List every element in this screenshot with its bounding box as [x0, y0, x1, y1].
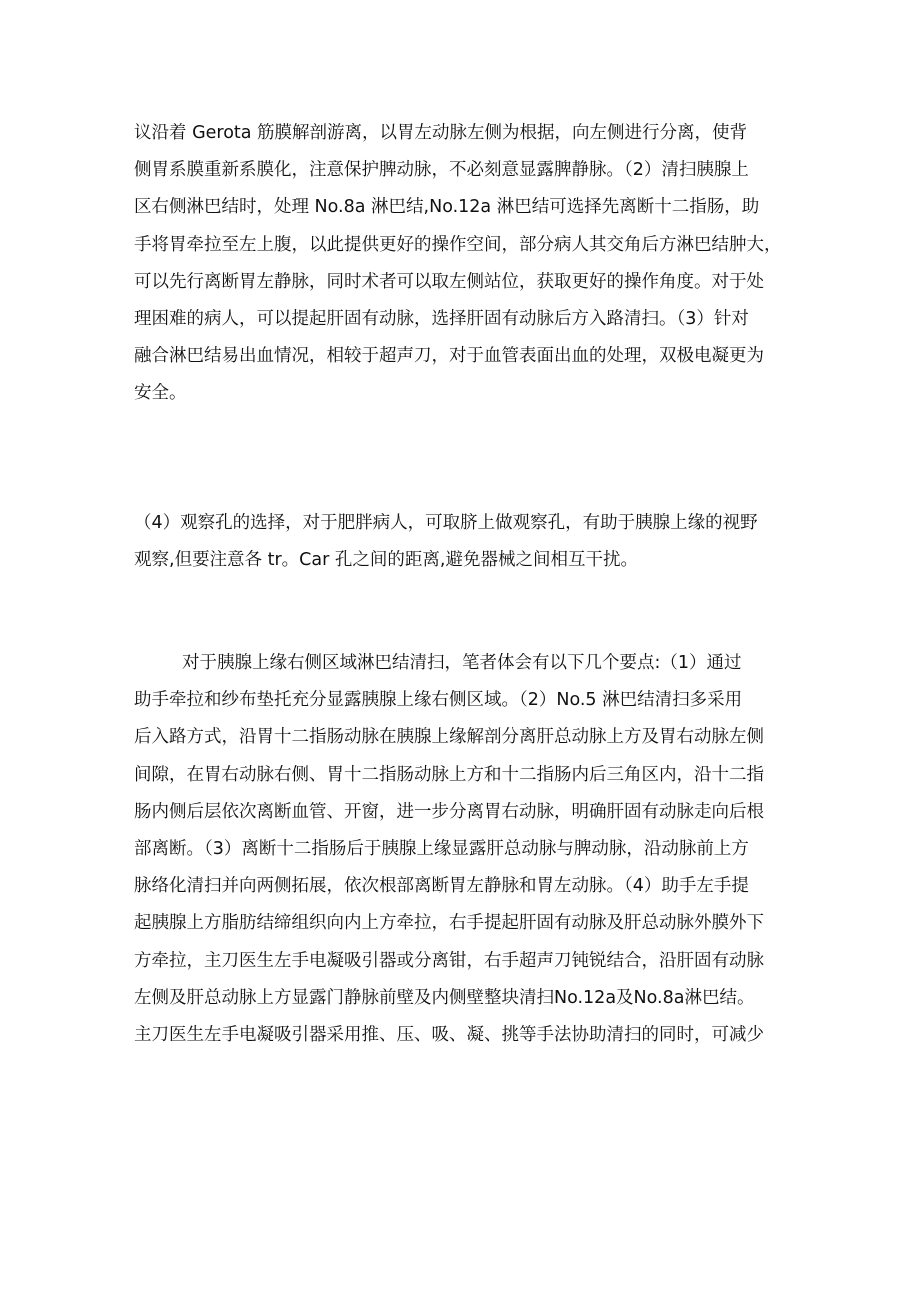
text-line: 理困难的病人，可以提起肝固有动脉，选择肝固有动脉后方入路清扫。（3）针对 [134, 309, 749, 330]
text-line: 起胰腺上方脂肪结缔组织向内上方牵拉，右手提起肝固有动脉及肝总动脉外膜外下 [134, 913, 764, 934]
text-line: （4）观察孔的选择，对于肥胖病人，可取脐上做观察孔，有助于胰腺上缘的视野 [134, 513, 758, 533]
paragraph-observation-port [134, 505, 794, 579]
text-line: 手将胃牵拉至左上腹，以此提供更好的操作空间，部分病人其交角后方淋巴结肿大， [134, 234, 782, 255]
text-line: 肠内侧后层依次离断血管、开窗，进一步分离胃右动脉，明确肝固有动脉走向后根 [134, 801, 764, 822]
text-line: 后入路方式，沿胃十二指肠动脉在胰腺上缘解剖分离肝总动脉上方及胃右动脉左侧 [134, 727, 764, 748]
text-line: 侧胃系膜重新系膜化，注意保护脾动脉，不必刻意显露脾静脉。（2）清扫胰腺上 [134, 160, 749, 181]
text-line: 方牵拉，主刀医生左手电凝吸引器或分离钳，右手超声刀钝锐结合，沿肝固有动脉 [134, 950, 764, 971]
paragraph-lymph-node-dissection [134, 115, 794, 413]
text-line: 安全。 [134, 383, 187, 404]
text-line: 间隙，在胃右动脉右侧、胃十二指肠动脉上方和十二指肠内后三角区内，沿十二指 [134, 764, 764, 785]
text-line: 区右侧淋巴结时，处理 No.8a 淋巴结,No.12a 淋巴结可选择先离断十二指肠，助 [134, 197, 760, 218]
text-line: 主刀医生左手电凝吸引器采用推、压、吸、凝、挑等手法协助清扫的同时，可减少 [134, 1025, 764, 1046]
text-line: 观察,但要注意各 tr。Car 孔之间的距离,避免器械之间相互干扰。 [134, 550, 638, 571]
text-line: 对于胰腺上缘右侧区域淋巴结清扫，笔者体会有以下几个要点:（1）通过 [182, 653, 742, 673]
text-line: 议沿着 Gerota 筋膜解剖游离，以胃左动脉左侧为根据，向左侧进行分离，使背 [134, 123, 748, 143]
text-line: 部离断。（3）离断十二指肠后于胰腺上缘显露肝总动脉与脾动脉，沿动脉前上方 [134, 839, 749, 860]
text-line: 融合淋巴结易出血情况，相较于超声刀，对于血管表面出血的处理，双极电凝更为 [134, 346, 764, 367]
paragraph-right-pancreatic-region [134, 645, 794, 1054]
text-line: 助手牵拉和纱布垫托充分显露胰腺上缘右侧区域。（2）No.5 淋巴结清扫多采用 [134, 690, 743, 711]
text-line: 可以先行离断胃左静脉，同时术者可以取左侧站位，获取更好的操作角度。对于处 [134, 271, 764, 292]
text-line: 脉络化清扫并向两侧拓展，依次根部离断胃左静脉和胃左动脉。（4）助手左手提 [134, 876, 749, 897]
text-line: 左侧及肝总动脉上方显露门静脉前壁及内侧壁整块清扫No.12a及No.8a淋巴结。 [134, 987, 755, 1008]
